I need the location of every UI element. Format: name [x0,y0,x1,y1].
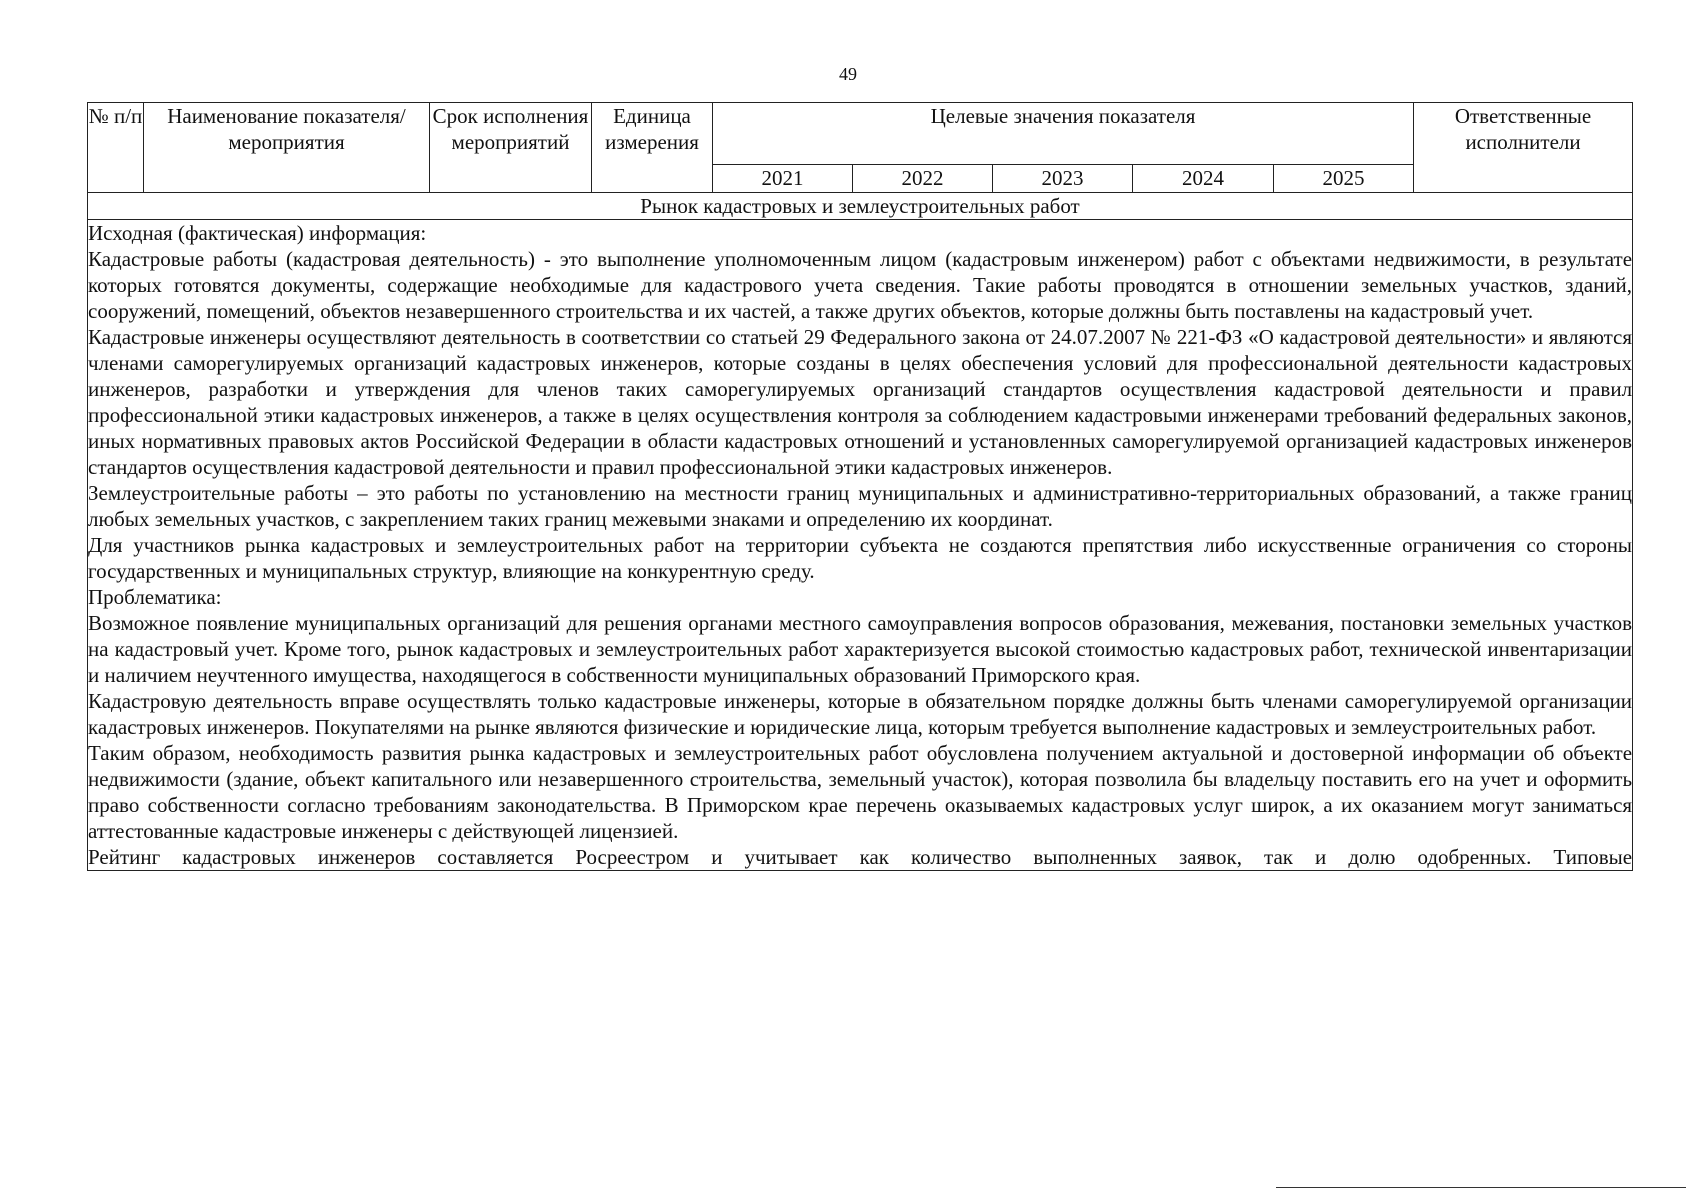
header-term: Срок исполнения мероприятий [430,103,592,193]
year-2021: 2021 [713,165,853,193]
section-row [88,193,1633,220]
year-2023: 2023 [993,165,1133,193]
section-title: Рынок кадастровых и землеустроительных работ [88,193,1633,220]
indicators-table [87,102,1633,871]
header-responsible: Ответственные исполнители [1414,103,1633,193]
year-2024: 2024 [1133,165,1274,193]
paragraph-problems-heading: Проблематика: [88,585,222,609]
page-number: 49 [839,64,857,84]
paragraph-land-works: Землеустроительные работы – это работы по установлению на местности границ муниципальных и административно-территориальных образований, а также границ любых земельных участков, с закреплением таких границ межевыми знаками и определению их координат. [88,481,1633,531]
paragraph-cadastral-engineers: Кадастровые инженеры осуществляют деятельность в соответствии со статьей 29 Федерального закона от 24.07.2007 № 221-ФЗ «О кадастровой деятельности» и являются членами саморегулируемых организаций кадастровых инженеров, которые созданы в целях обеспечения условий для профессиональной деятельности кадастровых инженеров, разработки и утверждения для членов таких саморегулируемых организаций стандартов осуществления кадастровой деятельности и правил профессиональной этики кадастровых инженеров, а также в целях осуществления контроля за соблюдением кадастровыми инженерами требований федеральных законов, иных нормативных правовых актов Российской Федерации в области кадастровых отношений и установленных саморегулируемой организацией кадастровых инженеров стандартов осуществления кадастровой деятельности и правил профессиональной этики кадастровых инженеров. [88,325,1633,479]
year-2025: 2025 [1274,165,1414,193]
header-name: Наименование показателя/мероприятия [144,103,430,193]
header-unit: Единица измерения [592,103,713,193]
paragraph-municipal-organizations: Возможное появление муниципальных организаций для решения органами местного самоуправления вопросов образования, межевания, постановки земельных участков на кадастровый учет. Кроме того, рынок кадастровых и землеустроительных работ характеризуется высокой стоимостью кадастровых работ, технической инвентаризации и наличием неучтенного имущества, находящегося в собственности муниципальных образований Приморского края. [88,611,1633,687]
paragraph-cadastral-activity: Кадастровую деятельность вправе осуществлять только кадастровые инженеры, которые в обязательном порядке должны быть членами саморегулируемой организации кадастровых инженеров. Покупателями на рынке являются физические и юридические лица, которым требуется выполнение кадастровых и землеустроительных работ. [88,689,1633,739]
paragraph-rating: Рейтинг кадастровых инженеров составляется Росреестром и учитывает как количество выполненных заявок, так и долю одобренных. Типовые [88,845,1633,869]
year-2022: 2022 [853,165,993,193]
header-num: № п/п [88,103,144,193]
paragraph-initial-info-heading: Исходная (фактическая) информация: [88,221,427,245]
header-row [88,103,1633,165]
body-row [88,220,1633,871]
paragraph-cadastral-works: Кадастровые работы (кадастровая деятельность) - это выполнение уполномоченным лицом (кадастровым инженером) работ с объектами недвижимости, в результате которых готовятся документы, содержащие необходимые для кадастрового учета сведения. Такие работы проводятся в отношении земельных участков, зданий, сооружений, помещений, объектов незавершенного строительства и их частей, а также других объектов, которые должны быть поставлены на кадастровый учет. [88,247,1633,323]
footer-rule [1276,1187,1686,1188]
header-targets: Целевые значения показателя [713,103,1414,165]
paragraph-development-need: Таким образом, необходимость развития рынка кадастровых и землеустроительных работ обусловлена получением актуальной и достоверной информации об объекте недвижимости (здание, объект капитального или незавершенного строительства, земельный участок), которая позволила бы владельцу поставить его на учет и оформить право собственности согласно требованиям законодательства. В Приморском крае перечень оказываемых кадастровых услуг широк, а их оказанием могут заниматься аттестованные кадастровые инженеры с действующей лицензией. [88,741,1633,843]
section-body [88,220,1633,871]
paragraph-market-participants: Для участников рынка кадастровых и землеустроительных работ на территории субъекта не создаются препятствия либо искусственные ограничения со стороны государственных и муниципальных структур, влияющие на конкурентную среду. [88,533,1633,583]
